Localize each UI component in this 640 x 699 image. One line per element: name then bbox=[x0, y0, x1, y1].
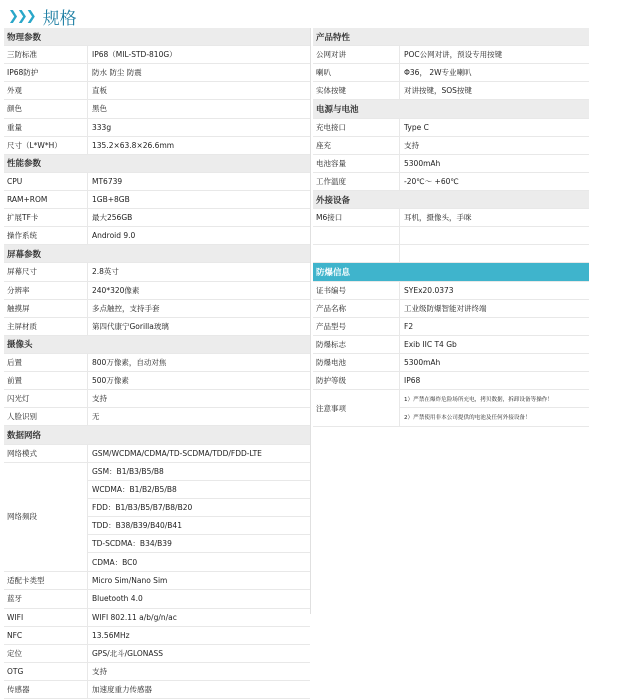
spec-row: 重量 333g bbox=[4, 119, 310, 137]
spec-row: 网络模式 GSM/WCDMA/CDMA/TD-SCDMA/TDD/FDD-LTE bbox=[4, 445, 310, 463]
spec-row: RAM+ROM 1GB+8GB bbox=[4, 191, 310, 209]
spec-row: OTG 支持 bbox=[4, 663, 310, 681]
spec-row: 后置 800万像素，自动对焦 bbox=[4, 354, 310, 372]
right-column bbox=[313, 28, 589, 427]
column-divider bbox=[310, 28, 311, 614]
spec-row: 定位 GPS/北斗/GLONASS bbox=[4, 645, 310, 663]
chevrons-icon: ❯❯❯ bbox=[8, 8, 35, 24]
band-line: WCDMA：B1/B2/B5/B8 bbox=[88, 481, 310, 499]
spec-row: IP68防护 防水 防尘 防震 bbox=[4, 64, 310, 82]
spec-row: NFC 13.56MHz bbox=[4, 627, 310, 645]
section-heading: 屏幕参数 bbox=[4, 245, 310, 263]
spec-row: 证书编号 SYEx20.0373 bbox=[313, 282, 589, 300]
spec-row: 产品型号 F2 bbox=[313, 318, 589, 336]
spec-row: 前置 500万像素 bbox=[4, 372, 310, 390]
spec-row: 人脸识别 无 bbox=[4, 408, 310, 426]
spec-row: M6接口 耳机，摄像头，手咪 bbox=[313, 209, 589, 227]
spec-row: 颜色 黑色 bbox=[4, 100, 310, 118]
empty-row bbox=[313, 245, 589, 263]
spec-row: 主屏材质 第四代康宁Gorilla玻璃 bbox=[4, 318, 310, 336]
spec-row: 闪光灯 支持 bbox=[4, 390, 310, 408]
section-heading: 外接设备 bbox=[313, 191, 589, 209]
band-line: TDD：B38/B39/B40/B41 bbox=[88, 517, 310, 535]
spec-row: 喇叭 Φ36， 2W专业喇叭 bbox=[313, 64, 589, 82]
spec-row: 屏幕尺寸 2.8英寸 bbox=[4, 263, 310, 281]
spec-row: 扩展TF卡 最大256GB bbox=[4, 209, 310, 227]
note-line: 1）严禁在爆炸危险场所充电，拷贝数据，拆卸设备等操作！ bbox=[400, 390, 589, 408]
band-line: FDD：B1/B3/B5/B7/B8/B20 bbox=[88, 499, 310, 517]
section-heading: 摄像头 bbox=[4, 336, 310, 354]
spec-row: 适配卡类型 Micro Sim/Nano Sim bbox=[4, 572, 310, 590]
spec-row: WIFI WIFI 802.11 a/b/g/n/ac bbox=[4, 609, 310, 627]
spec-row: 产品名称 工业级防爆智能对讲终端 bbox=[313, 300, 589, 318]
spec-row: 传感器 加速度重力传感器 bbox=[4, 681, 310, 699]
page-title: 规格 bbox=[42, 8, 77, 29]
section-heading-highlight: 防爆信息 bbox=[313, 263, 589, 281]
spec-row: 电池容量 5300mAh bbox=[313, 155, 589, 173]
left-column bbox=[4, 28, 310, 699]
network-bands-row: 网络频段 GSM：B1/B3/B5/B8 WCDMA：B1/B2/B5/B8 FDD：B1/B3/B5/B7/B8/B20 TDD：B38/B39/B40/B41 TD-SCDMA：B34/B39 CDMA：BC0 bbox=[4, 463, 310, 573]
spec-row: 座充 支持 bbox=[313, 137, 589, 155]
notes-row: 注意事项 1）严禁在爆炸危险场所充电，拷贝数据，拆卸设备等操作！ 2）严禁使用非本公司提供的电池及任何外接设备！ bbox=[313, 390, 589, 427]
band-line: CDMA：BC0 bbox=[92, 557, 138, 567]
empty-row bbox=[313, 227, 589, 245]
section-heading: 数据网络 bbox=[4, 426, 310, 444]
spec-row: 防爆标志 Exib IIC T4 Gb bbox=[313, 336, 589, 354]
band-line: GSM：B1/B3/B5/B8 bbox=[88, 463, 310, 481]
spec-row: 实体按键 对讲按键，SOS按键 bbox=[313, 82, 589, 100]
spec-row: CPU MT6739 bbox=[4, 173, 310, 191]
spec-row: 尺寸（L*W*H） 135.2×63.8×26.6mm bbox=[4, 137, 310, 155]
section-heading: 物理参数 bbox=[4, 28, 310, 46]
spec-row: 分辨率 240*320像素 bbox=[4, 282, 310, 300]
section-heading: 电源与电池 bbox=[313, 100, 589, 118]
spec-row: 防爆电池 5300mAh bbox=[313, 354, 589, 372]
spec-row: 蓝牙 Bluetooth 4.0 bbox=[4, 590, 310, 608]
section-heading: 产品特性 bbox=[313, 28, 589, 46]
spec-row: 工作温度 -20℃～ +60℃ bbox=[313, 173, 589, 191]
note-line: 2）严禁使用非本公司提供的电池及任何外接设备！ bbox=[404, 415, 531, 422]
spec-row: 三防标准 IP68（MIL-STD-810G） bbox=[4, 46, 310, 64]
band-line: TD-SCDMA：B34/B39 bbox=[88, 535, 310, 553]
title-bar bbox=[8, 4, 77, 28]
spec-row: 外观 直板 bbox=[4, 82, 310, 100]
spec-row: 操作系统 Android 9.0 bbox=[4, 227, 310, 245]
spec-row: 公网对讲 POC公网对讲，预设专用按键 bbox=[313, 46, 589, 64]
spec-row: 触摸屏 多点触控，支持手套 bbox=[4, 300, 310, 318]
spec-row: 防护等级 IP68 bbox=[313, 372, 589, 390]
spec-row: 充电接口 Type C bbox=[313, 119, 589, 137]
section-heading: 性能参数 bbox=[4, 155, 310, 173]
